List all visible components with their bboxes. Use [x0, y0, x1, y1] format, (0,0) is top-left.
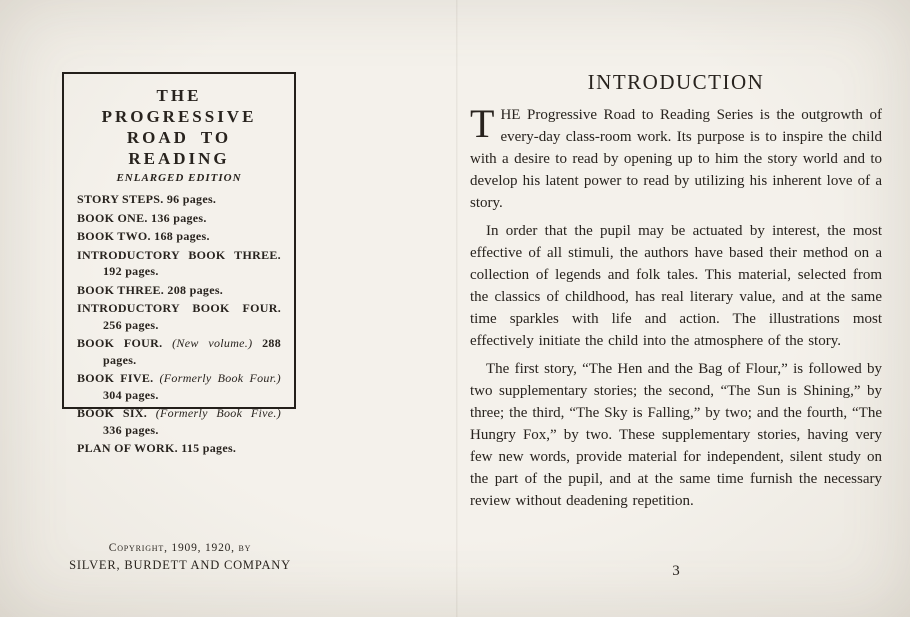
- book-title: STORY STEPS.: [77, 192, 164, 206]
- copyright-publisher-line: SILVER, BURDETT AND COMPANY: [69, 558, 291, 572]
- book-pages: 192 pages.: [103, 264, 159, 278]
- book-list-item: [77, 210, 281, 227]
- series-subtitle: ENLARGED EDITION: [116, 172, 242, 184]
- book-note: (Formerly Book Five.): [155, 406, 281, 420]
- series-list-box: [62, 72, 296, 455]
- book-pages: 336 pages.: [103, 422, 159, 437]
- copyright-date-line: Copyright, 1909, 1920, by: [108, 542, 252, 554]
- page-number: 3: [672, 563, 680, 579]
- book-list-item: [77, 405, 281, 438]
- book-list-item: [77, 191, 281, 208]
- book-title: BOOK ONE.: [77, 210, 148, 225]
- book-title: BOOK FOUR.: [77, 336, 163, 350]
- book-pages: 208 pages.: [167, 282, 224, 297]
- book-note: (New volume.): [172, 336, 253, 350]
- book-list-item: [77, 247, 281, 280]
- paragraph-3: The first story, “The Hen and the Bag of Flour,” is followed by two supplementary stories; the second, “The Sun is Shining,” by three; the third, “The Sky is Falling,” by two; and the fourth, “The Hungry Fox,” by two. These supplementary stories, having very few new words, provide material for independent, silent study on the part of the pupil, and at the same time furnish the necessary review without deadening repetition.: [470, 361, 882, 509]
- page-gutter-divider: [456, 0, 458, 617]
- book-list-item: [77, 282, 281, 299]
- book-pages: 288 pages.: [103, 336, 281, 367]
- book-title: PLAN OF WORK.: [77, 441, 178, 455]
- lead-caps: HE: [500, 107, 521, 123]
- paragraph-1: [470, 101, 882, 214]
- book-list-item: [77, 228, 281, 245]
- book-list-item: [77, 440, 281, 457]
- book-title: BOOK THREE.: [77, 282, 165, 297]
- book-list-item: [77, 370, 281, 403]
- paragraph-2: In order that the pupil may be actuated by interest, the most effective of all stimuli, the authors have based their method on a collection of legends and folk tales. This material, selected from the classics of childhood, has real literary value, and at the same time sparkles with life and action. The illustrations most effectively initiate the child into the atmosphere of the story.: [470, 223, 882, 349]
- book-pages: 256 pages.: [103, 317, 159, 332]
- book-pages: 96 pages.: [166, 192, 217, 206]
- copyright-notice: [40, 540, 320, 574]
- book-list-item: [77, 300, 281, 333]
- series-title-line1: THE PROGRESSIVE: [101, 86, 257, 126]
- drop-cap: T: [470, 101, 495, 146]
- book-pages: 136 pages.: [151, 210, 207, 225]
- book-list-item: [77, 335, 281, 368]
- introduction-text-column: [470, 70, 882, 512]
- chapter-heading: INTRODUCTION: [587, 70, 765, 94]
- book-pages: 304 pages.: [103, 387, 159, 402]
- paragraph-1-text: Progressive Road to Reading Series is the outgrowth of every-day class-room work. Its purpose is to inspire the child with a desire to read by opening up to him the story world and to develop his latent power to read by utilizing his inherent love of a story.: [470, 107, 882, 211]
- series-title-line2: ROAD TO READING: [126, 128, 232, 168]
- book-title: INTRODUCTORY BOOK FOUR.: [77, 301, 281, 315]
- book-pages: 168 pages.: [154, 229, 210, 243]
- book-title: BOOK SIX.: [77, 406, 148, 420]
- book-title: BOOK TWO.: [77, 229, 151, 243]
- book-note: (Formerly Book Four.): [159, 371, 281, 385]
- book-pages: 115 pages.: [181, 441, 237, 455]
- book-title: BOOK FIVE.: [77, 371, 154, 385]
- book-title: INTRODUCTORY BOOK THREE.: [77, 247, 281, 262]
